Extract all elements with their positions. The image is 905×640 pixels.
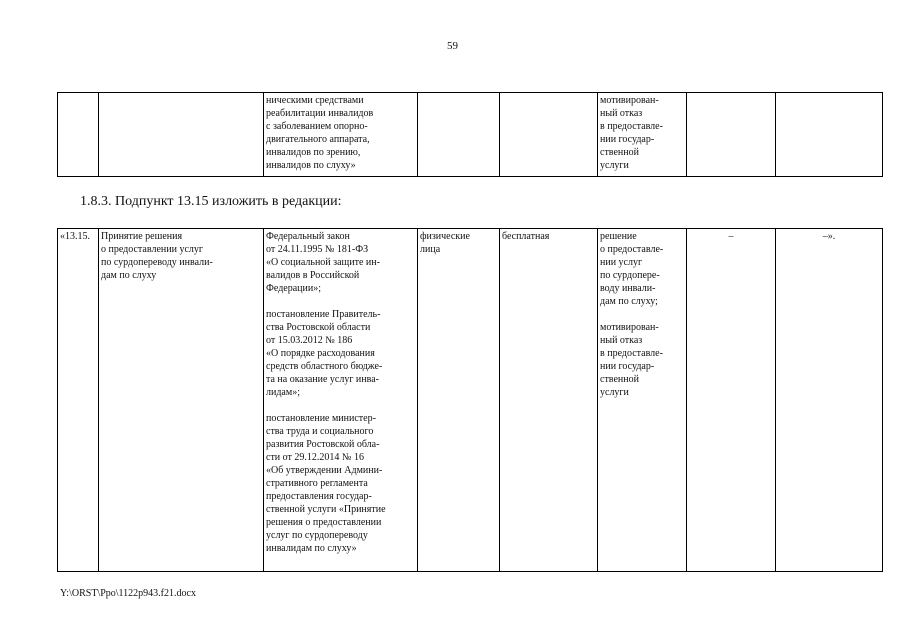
table-cell-legal-basis: ническими средствами реабилитации инвалидов с заболеванием опорно- двигательного аппарата, инвалидов по зрению, инвалидов по слуху» — [264, 93, 418, 177]
table-cell-service-name: Принятие решения о предоставлении услуг по сурдопереводу инвали- дам по слуху — [99, 229, 264, 572]
table-cell-number — [58, 93, 99, 177]
footer-file-path: Y:\ORST\Ppo\1122p943.f21.docx — [60, 588, 196, 599]
table-cell-recipients: физические лица — [418, 229, 500, 572]
table-row — [58, 229, 883, 572]
continuation-table — [57, 92, 883, 177]
table-cell-extra-1: – — [687, 229, 776, 572]
table-cell-cost: бесплатная — [500, 229, 598, 572]
services-table — [57, 228, 883, 572]
table-cell-legal-basis: Федеральный закон от 24.11.1995 № 181-ФЗ «О социальной защите ин- валидов в Российской Федерации»; постановление Правитель- ства Ростовской области от 15.03.2012 № 186 «О порядке расходования средств областного бюдже- та на оказание услуг инва- лидам»; постановление министер- ства труда и социального развития Ростовской обла- сти от 29.12.2014 № 16 «Об утверждении Админи- стративного регламента предоставления государ- ственной услуги «Принятие решения о предоставлении услуг по сурдопереводу инвалидам по слуху» — [264, 229, 418, 572]
table-cell-cost — [500, 93, 598, 177]
table-cell-number: «13.15. — [58, 229, 99, 572]
section-heading: 1.8.3. Подпункт 13.15 изложить в редакции: — [80, 194, 342, 209]
table-cell-result: решение о предоставле- нии услуг по сурдопере- воду инвали- дам по слуху; мотивирован- ный отказ в предоставле- нии государ- ственной услуги — [598, 229, 687, 572]
table-cell-extra-2 — [776, 93, 883, 177]
table-cell-recipients — [418, 93, 500, 177]
table-cell-result: мотивирован- ный отказ в предоставле- нии государ- ственной услуги — [598, 93, 687, 177]
table-cell-extra-1 — [687, 93, 776, 177]
table-cell-extra-2: –». — [776, 229, 883, 572]
page-number: 59 — [447, 40, 458, 52]
table-row — [58, 93, 883, 177]
table-cell-service-name — [99, 93, 264, 177]
